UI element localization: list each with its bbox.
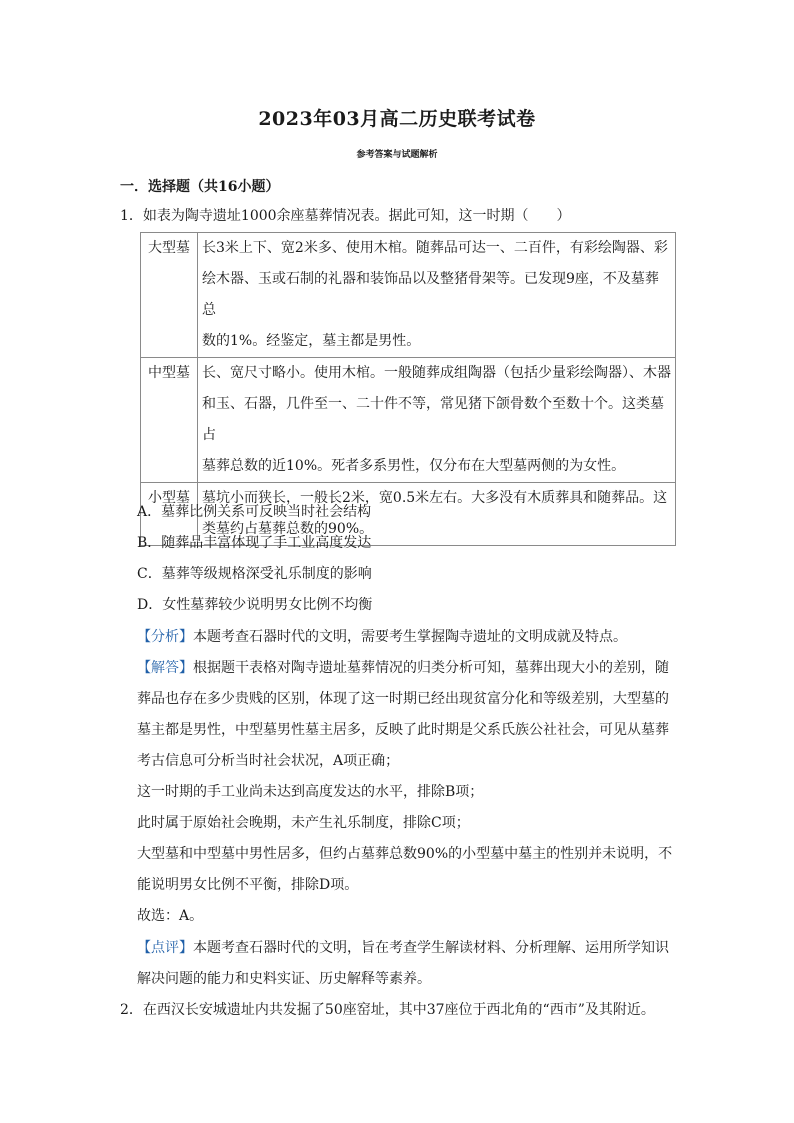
answer-line: 此时属于原始社会晚期，未产生礼乐制度，排除C项；	[137, 815, 470, 831]
description-line: 长、宽尺寸略小。使用木棺。一般随葬成组陶器（包括少量彩绘陶器）、木器	[202, 365, 671, 381]
answer-line: 这一时期的手工业尚未达到高度发达的水平，排除B项；	[137, 784, 484, 800]
option-d: D．女性墓葬较少说明男女比例不均衡	[137, 597, 373, 613]
question-2-stem: 2．在西汉长安城遗址内共发掘了50座窑址，其中37座位于西北角的“西市”及其附近。	[120, 1002, 655, 1018]
comment-line-1	[137, 937, 669, 957]
analysis-paragraph	[137, 626, 627, 646]
tomb-table	[140, 232, 676, 546]
option-a: A．墓葬比例关系可反映当时社会结构	[137, 504, 372, 520]
table-row	[141, 233, 676, 358]
document-title: 2023年03月高二历史联考试卷	[258, 108, 536, 130]
answer-line-1	[137, 657, 669, 677]
description-line: 类墓约占墓葬总数的90%。	[202, 521, 374, 537]
answer-text: 根据题干表格对陶寺遗址墓葬情况的归类分析可知，墓葬出现大小的差别，随	[193, 660, 669, 676]
answer-line: 能说明男女比例不平衡，排除D项。	[137, 877, 359, 893]
description-line: 墓坑小而狭长，一般长2米，宽0.5米左右。大多没有木质葬具和随葬品。这	[202, 490, 668, 506]
answer-line: 墓主都是男性，中型墓男性墓主居多，反映了此时期是父系氏族公社社会，可见从墓葬	[137, 722, 669, 738]
document-subtitle: 参考答案与试题解析	[356, 150, 438, 160]
tomb-description	[198, 233, 676, 358]
description-line: 和玉、石器，几件至一、二十件不等，常见猪下颌骨数个至数十个。这类墓占	[202, 396, 664, 443]
option-b: B．随葬品丰富体现了手工业高度发达	[137, 535, 372, 551]
option-c: C．墓葬等级规格深受礼乐制度的影响	[137, 566, 372, 582]
section-heading: 一．选择题（共16小题）	[120, 179, 280, 195]
tomb-category: 小型墓	[141, 483, 198, 546]
description-line: 数的1%。经鉴定，墓主都是男性。	[202, 333, 421, 349]
comment-line: 解决问题的能力和史料实证、历史解释等素养。	[137, 971, 431, 987]
question-1-stem: 1．如表为陶寺遗址1000余座墓葬情况表。据此可知，这一时期（ ）	[120, 208, 571, 224]
comment-text: 本题考查石器时代的文明，旨在考查学生解读材料、分析理解、运用所学知识	[193, 940, 669, 956]
tomb-category: 中型墓	[141, 358, 198, 483]
description-line: 绘木器、玉或石制的礼器和装饰品以及整猪骨架等。已发现9座，不及墓葬总	[202, 271, 659, 318]
tomb-category: 大型墓	[141, 233, 198, 358]
description-line: 长3米上下、宽2米多、使用木棺。随葬品可达一、二百件，有彩绘陶器、彩	[202, 240, 668, 256]
answer-line: 葬品也存在多少贵贱的区别，体现了这一时期已经出现贫富分化和等级差别，大型墓的	[137, 691, 669, 707]
analysis-tag: 【分析】	[137, 629, 193, 645]
answer-line: 大型墓和中型墓中男性居多，但约占墓葬总数90%的小型墓中墓主的性别并未说明，不	[137, 846, 673, 862]
table-row	[141, 358, 676, 483]
analysis-text: 本题考查石器时代的文明，需要考生掌握陶寺遗址的文明成就及特点。	[193, 629, 627, 645]
tomb-description	[198, 358, 676, 483]
comment-tag: 【点评】	[137, 940, 193, 956]
answer-tag: 【解答】	[137, 660, 193, 676]
description-line: 墓葬总数的近10%。死者多系男性，仅分布在大型墓两侧的为女性。	[202, 458, 626, 474]
answer-choice: 故选：A。	[137, 908, 204, 924]
answer-line: 考古信息可分析当时社会状况，A项正确；	[137, 753, 400, 769]
